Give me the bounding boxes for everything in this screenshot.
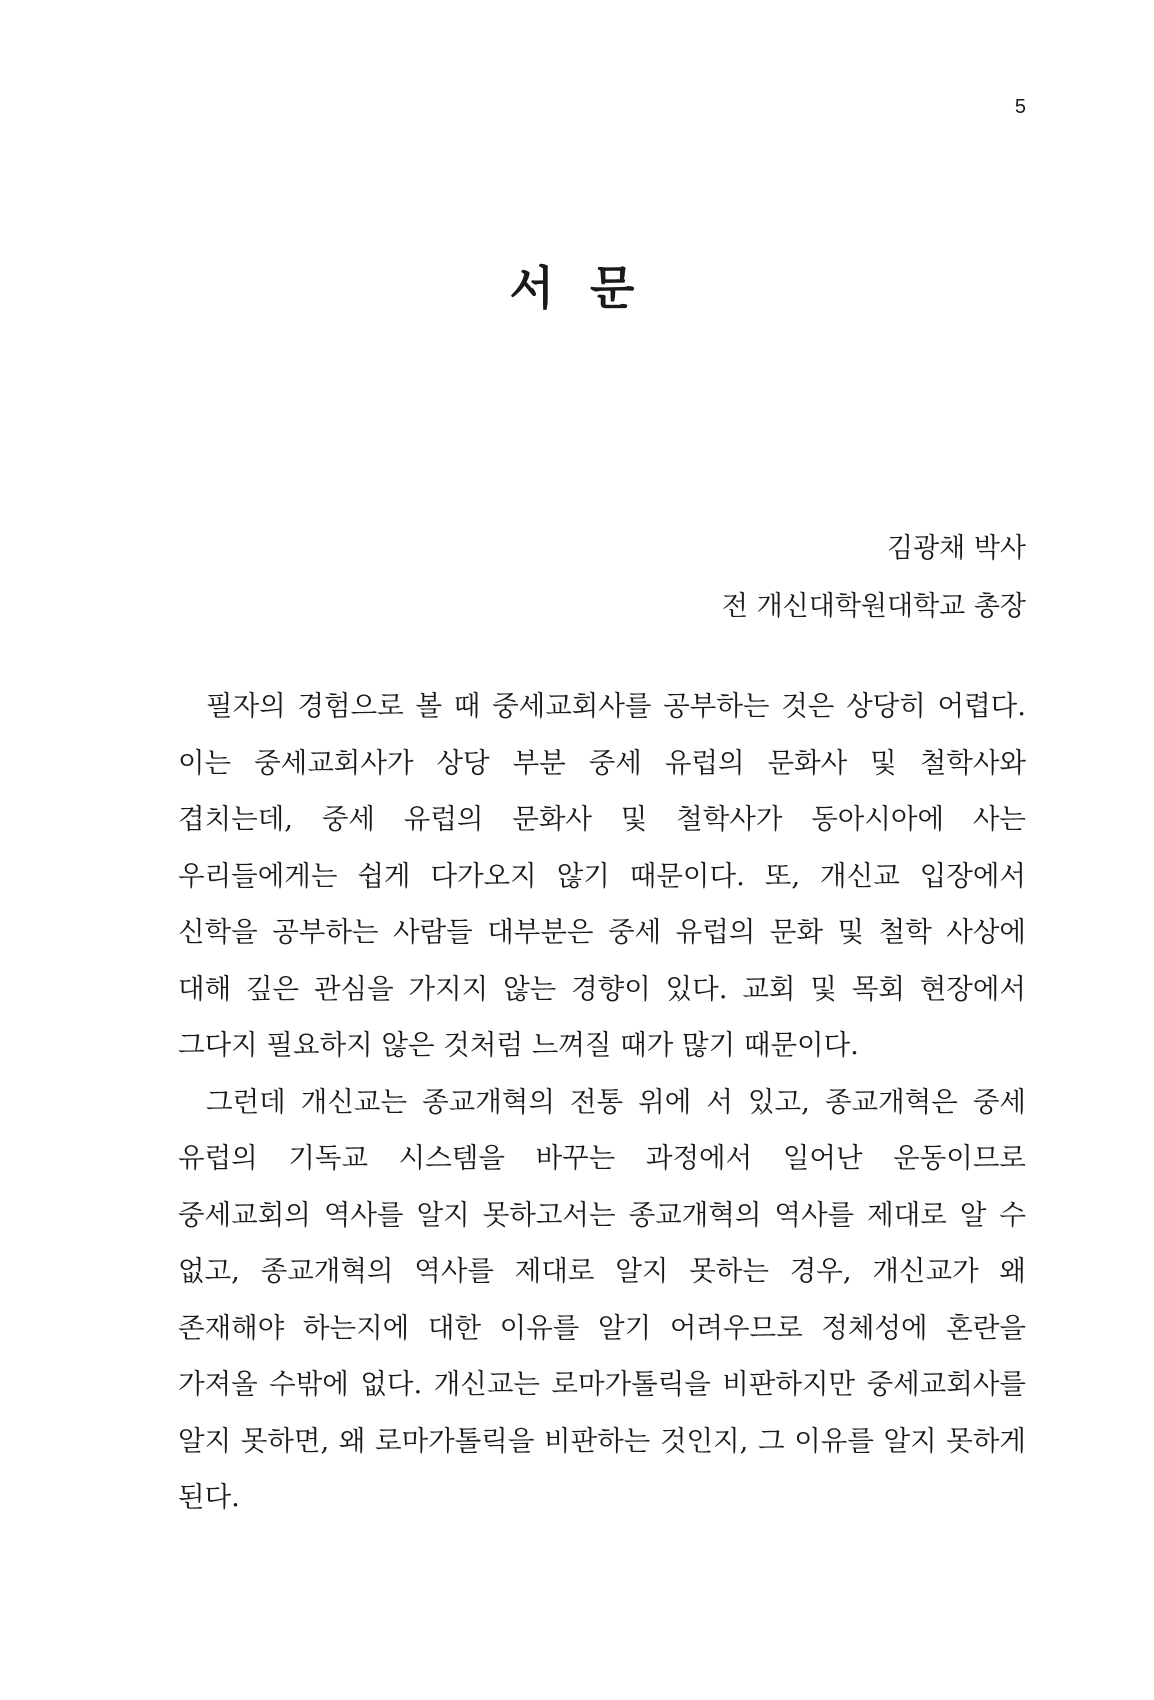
body-text [178,678,1026,1526]
author-affiliation: 전 개신대학원대학교 총장 [721,591,1026,622]
page-title: 서 문 [509,261,645,315]
page-number: 5 [1014,96,1026,118]
paragraph: 필자의 경험으로 볼 때 중세교회사를 공부하는 것은 상당히 어렵다. 이는 중세교회사가 상당 부분 중세 유럽의 문화사 및 철학사와 겹치는데, 중세 유럽의 문화사 및 철학사가 동아시아에 사는 우리들에게는 쉽게 다가오지 않기 때문이다. 또, 개신교 입장에서 신학을 공부하는 사람들 대부분은 중세 유럽의 문화 및 철학 사상에 대해 깊은 관심을 가지지 않는 경향이 있다. 교회 및 목회 현장에서 그다지 필요하지 않은 것처럼 느껴질 때가 많기 때문이다. [178,690,1026,1061]
paragraph: 그런데 개신교는 종교개혁의 전통 위에 서 있고, 종교개혁은 중세 유럽의 기독교 시스템을 바꾸는 과정에서 일어난 운동이므로 중세교회의 역사를 알지 못하고서는 종교개혁의 역사를 제대로 알 수 없고, 종교개혁의 역사를 제대로 알지 못하는 경우, 개신교가 왜 존재해야 하는지에 대한 이유를 알기 어려우므로 정체성에 혼란을 가져올 수밖에 없다. 개신교는 로마가톨릭을 비판하지만 중세교회사를 알지 못하면, 왜 로마가톨릭을 비판하는 것인지, 그 이유를 알지 못하게 된다. [178,1085,1026,1513]
author-name: 김광채 박사 [887,533,1026,564]
author-block [722,520,1026,636]
